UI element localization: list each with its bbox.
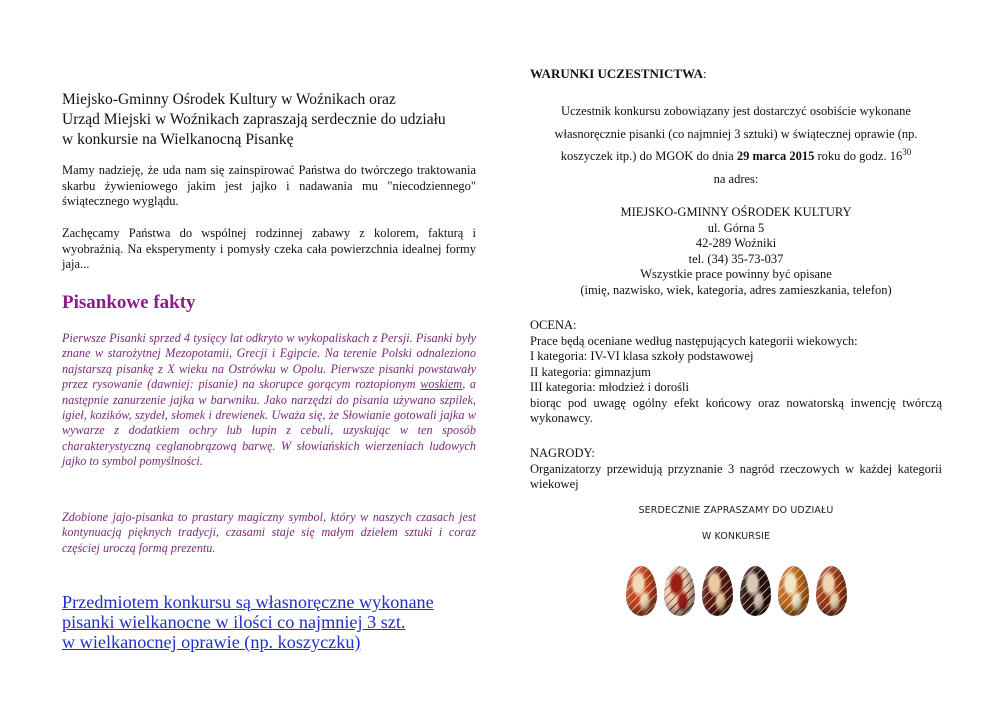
evaluation-category: III kategoria: młodzież i dorośli	[530, 380, 689, 394]
intro-line: Urząd Miejski w Woźnikach zapraszają serdecznie do udziału	[62, 111, 446, 128]
address-intro: na adres:	[713, 171, 759, 186]
prizes-line: Organizatorzy przewidują przyznanie 3 nagród rzeczowych w każdej kategorii wiekowej	[530, 461, 942, 491]
facts-heading: Pisankowe fakty	[62, 292, 196, 313]
prizes-heading: NAGRODY:	[530, 446, 595, 460]
facts-paragraph-history	[62, 331, 476, 470]
contest-subject-line: w wielkanocnej oprawie (np. koszyczku)	[62, 632, 361, 652]
easter-egg-icon	[702, 566, 733, 616]
conditions-colon: :	[703, 66, 707, 81]
conditions-body: Uczestnik konkursu zobowiązany jest dostarczyć osobiście wykonane własnoręcznie pisanki (co najmniej 3 sztuki) w świątecznej oprawie (np. koszyczek itp.) do MGOK do dnia	[554, 104, 918, 163]
intro-line: Miejsko-Gminny Ośrodek Kultury w Woźnikach oraz	[62, 91, 396, 108]
invitation-line: W KONKURSIE	[701, 531, 771, 542]
address-line: Wszystkie prace powinny być opisane	[640, 267, 832, 281]
address-line: (imię, nazwisko, wiek, kategoria, adres zamieszkania, telefon)	[580, 282, 892, 297]
conditions-title: WARUNKI UCZESTNICTWA	[530, 66, 704, 81]
invitation-line: SERDECZNIE ZAPRASZAMY DO UDZIAŁU	[638, 505, 834, 516]
easter-egg-icon	[740, 566, 771, 616]
contest-subject-line: pisanki wielkanocne w ilości co najmniej 3 szt.	[62, 612, 406, 632]
evaluation-line: biorąc pod uwagę ogólny efekt końcowy oraz nowatorską inwencję twórczą wykonawcy.	[530, 395, 942, 425]
evaluation-category: I kategoria: IV-VI klasa szkoły podstawowej	[530, 349, 754, 363]
facts-text: Pierwsze Pisanki sprzed 4 tysięcy lat odkryto w wykopaliskach z Persji. Pisanki były znane w starożytnej Mezopotamii, Grecji i Egipcie. Na terenie Polski odnaleziono najstarszą pisankę z X wieku na Ostrówku w Opolu. Pierwsze pisanki powstawały przez rysowanie (dawniej: pisanie) na skorupce gorącym roztopionym	[62, 331, 476, 392]
deadline-date: 29 marca 2015	[736, 149, 815, 163]
paragraph-encouragement: Zachęcamy Państwa do wspólnej rodzinnej zabawy z kolorem, fakturą i wyobraźnią. Na eksperymenty i pomysły czeka cała powierzchnia idealnej formy jaja...	[62, 226, 476, 271]
deadline-minutes: 30	[902, 146, 912, 157]
wax-link[interactable]: woskiem	[420, 377, 463, 392]
paragraph-inspiration: Mamy nadzieję, że uda nam się zainspirować Państwa do twórczego traktowania skarbu żywieniowego jakim jest jajko i nadawania mu "niecodziennego" świątecznego wyglądu.	[62, 163, 476, 208]
easter-egg-icon	[626, 566, 657, 616]
easter-egg-icon	[816, 566, 847, 616]
address-line: ul. Górna 5	[707, 220, 765, 235]
address-line: MIEJSKO-GMINNY OŚRODEK KULTURY	[620, 205, 852, 219]
facts-paragraph-symbol: Zdobione jajo-pisanka to prastary magiczny symbol, który w naszych czasach jest kontynuacją pięknych tradycji, czasami staje się małym dziełem sztuki i coraz częściej uroczą formą prezentu.	[62, 510, 476, 555]
deadline-time: roku do godz. 16	[814, 149, 903, 163]
conditions-text	[530, 100, 942, 190]
easter-eggs-image	[626, 566, 848, 618]
address-line: 42-289 Woźniki	[695, 236, 777, 250]
address-phone: tel. (34) 35-73-037	[688, 251, 784, 266]
conditions-heading	[530, 66, 707, 82]
facts-text: , a następnie zanurzenie jajka w barwniku. Jako narzędzi do pisania używano szpilek, igieł, kozików, szydeł, słomek i drewienek. Uważa się, że Słowianie gotowali jajka w wywarze z dodatkiem ochry lub łupin z cebuli, uzyskując w ten sposób charakterystyczną ceglanobrązową barwę. W słowiańskich wierzeniach ludowych jajko to symbol pomyślności.	[62, 377, 476, 469]
contest-subject-line: Przedmiotem konkursu są własnoręczne wykonane	[62, 592, 434, 612]
evaluation-heading: OCENA:	[530, 318, 577, 332]
easter-egg-icon	[664, 566, 695, 616]
evaluation-section	[530, 318, 942, 427]
intro-heading	[62, 90, 476, 150]
intro-line: w konkursie na Wielkanocną Pisankę	[62, 131, 294, 148]
prizes-section	[530, 446, 942, 493]
address-block	[530, 205, 942, 298]
contest-subject-link[interactable]	[62, 592, 492, 652]
easter-egg-icon	[778, 566, 809, 616]
evaluation-line: Prace będą oceniane według następujących kategorii wiekowych:	[530, 333, 858, 348]
evaluation-category: II kategoria: gimnazjum	[530, 364, 651, 379]
